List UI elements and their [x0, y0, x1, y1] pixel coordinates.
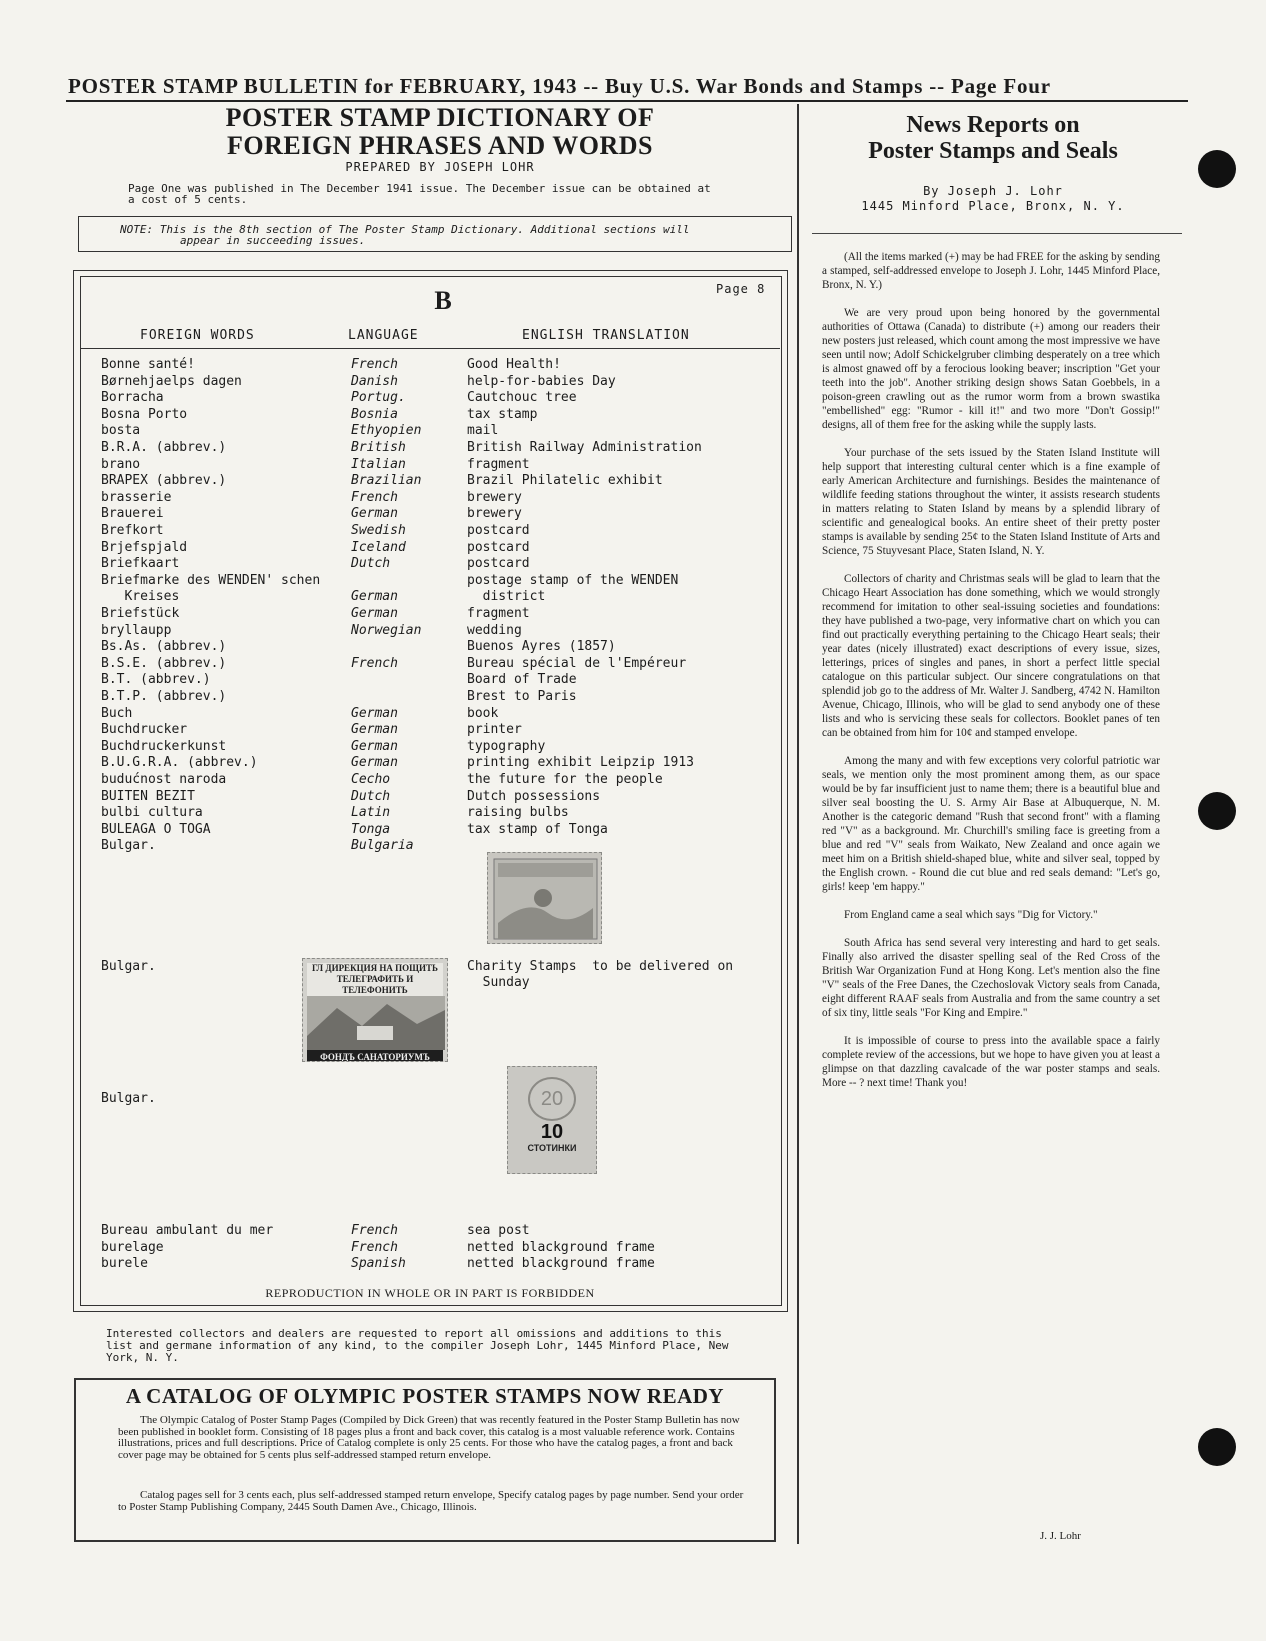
entry-language: Dutch [351, 556, 391, 572]
note-text [120, 224, 780, 246]
entry-language: Brazilian [351, 473, 422, 489]
entry-translation: postcard [467, 556, 530, 572]
entry-word: brano [101, 456, 141, 472]
entry-language: German [351, 589, 398, 605]
note-line2: appear in succeeding issues. [180, 234, 366, 247]
entry-translation: Bureau spécial de l'Empéreur [467, 655, 687, 671]
binder-hole-top [1198, 150, 1236, 188]
entry-language: German [351, 755, 398, 771]
entry-word: B.S.E. (abbrev.) [101, 655, 227, 671]
entry-language: Bulgaria [351, 838, 414, 854]
entry-translation: printing exhibit Leipzip 1913 [467, 755, 694, 771]
entry-translation: Board of Trade [467, 672, 577, 688]
news-author: By Joseph J. Lohr [923, 184, 1063, 198]
entry-word: Bonne santé! [101, 357, 195, 372]
entry-word: Brefkort [101, 523, 164, 538]
report-note: Interested collectors and dealers are requested to report all omissions and additions to this list and germane information of any kind, to the compiler Joseph Lohr, 1445 Minford Place, New York, N. Y. [106, 1327, 729, 1364]
entry-word: burele [101, 1256, 148, 1271]
entry-translation: wedding [467, 622, 522, 638]
entry-word: B.T. (abbrev.) [101, 672, 211, 688]
stamp-image-2 [302, 958, 448, 1062]
news-paragraph: South Africa has send several very interesting and hard to get seals. Finally also arrived the disaster spelling seal of the Red Cross of the British War Organization Fund at Hong Kong. Let's mention also the fine "V" seals of the Free Danes, the Czechoslovak Victory seals from Canada, eight different RAAF seals from Australia and from the same country a set of six tiny, little seals "For King and Empire." [822, 937, 1160, 1019]
stamp-3-bottom-text: СТОТИНКИ [527, 1143, 577, 1153]
news-body [822, 250, 1160, 1104]
entry-word: Bureau ambulant du mer [101, 1223, 274, 1238]
bulgar2-translation-line2: Sunday [467, 975, 530, 990]
entry-word: Brjefspjald [101, 539, 188, 555]
entry-language: French [351, 489, 398, 505]
entry-word: budućnost naroda [101, 772, 227, 787]
dictionary-byline: PREPARED BY JOSEPH LOHR [345, 160, 535, 174]
entry-translation: district [467, 589, 546, 605]
entry-language: Ethyopien [351, 423, 422, 439]
entry-word: Briefmarke des WENDEN' schen [101, 572, 321, 588]
entry-word: bosta [101, 423, 141, 439]
page-number: Page 8 [716, 282, 766, 296]
entry-translation: fragment [467, 456, 530, 472]
stamp-2-illustration [307, 996, 445, 1050]
note-line1: NOTE: This is the 8th section of The Poster Stamp Dictionary. Additional sections will [120, 223, 690, 236]
news-rule [812, 233, 1182, 234]
col-header-words: FOREIGN WORDS [140, 328, 255, 343]
column-divider [797, 104, 799, 1544]
news-paragraph: From England came a seal which says "Dig for Victory." [844, 909, 1098, 921]
entry-language: Latin [351, 805, 391, 821]
news-paragraph: (All the items marked (+) may be had FREE for the asking by sending a stamped, self-addressed envelope to Joseph J. Lohr, 1445 Minford Place, Bronx, N. Y.) [822, 251, 1160, 291]
entry-word: Bs.As. (abbrev.) [101, 639, 227, 655]
entry-word: Borracha [101, 390, 164, 406]
entry-language: French [351, 1239, 398, 1255]
entry-language: Norwegian [351, 622, 422, 638]
entry-language: British [351, 440, 406, 455]
entry-word: Buchdrucker [101, 722, 188, 738]
entry-language: Portug. [351, 390, 406, 406]
news-address: 1445 Minford Place, Bronx, N. Y. [861, 199, 1125, 213]
entry-translation: British Railway Administration [467, 440, 702, 455]
stamp-2-top-line2: ТЕЛЕГРАФИТЬ И ТЕЛЕФОНИТЬ [336, 974, 414, 995]
dictionary-title-line2: FOREIGN PHRASES AND WORDS [227, 131, 653, 160]
masthead-rule [66, 100, 1188, 102]
section-letter: B [434, 286, 452, 315]
catalog-title: A CATALOG OF OLYMPIC POSTER STAMPS NOW READY [125, 1384, 725, 1408]
entry-word: Bulgar. [101, 838, 156, 854]
entry-translation: fragment [467, 606, 530, 621]
news-title-line2: Poster Stamps and Seals [868, 138, 1118, 164]
entry-word: bryllaupp [101, 622, 172, 638]
entry-word: B.U.G.R.A. (abbrev.) [101, 755, 258, 771]
news-title-line1: News Reports on [906, 112, 1080, 138]
entry-language: French [351, 357, 398, 372]
entry-translation: Dutch possessions [467, 788, 601, 804]
entry-language: Dutch [351, 788, 391, 804]
stamp-3-numeral: 20 [528, 1077, 576, 1121]
entry-language: French [351, 1223, 398, 1238]
news-paragraph: It is impossible of course to press into the available space a fairly complete review of the accessions, but we hope to have given you at least a glimpse on that dazzling cavalcade of the war poster stamps and seals. More -- ? next time! Thank you! [822, 1035, 1160, 1089]
entry-language: German [351, 738, 398, 754]
entry-word: brasserie [101, 489, 172, 505]
entry-word: Buch [101, 705, 133, 721]
entry-translation: brewery [467, 506, 522, 522]
news-paragraph: Your purchase of the sets issued by the Staten Island Institute will help support that interesting cultural center which is a fine example of early American Architecture and furnishings. Besides the maintenance of wildlife feeding stations throughout the winter, it assists research students in matters relating to Staten Island by means by a splendid library of scientific and genealogical books. An entire sheet of their pretty poster stamps is available by sending 25¢ to the Staten Island Institute of Arts and Science, 75 Stuyvesant Place, Staten Island, N. Y. [822, 447, 1160, 557]
entry-language: Italian [351, 456, 406, 472]
news-title [808, 112, 1178, 164]
entry-word: Briefkaart [101, 556, 180, 572]
entry-translation: the future for the people [467, 772, 663, 787]
entry-word: Bosna Porto [101, 406, 188, 422]
stamp-2-bottom-text: ФОНДЪ САНАТОРИУМЪ [307, 1050, 443, 1062]
masthead: POSTER STAMP BULLETIN for FEBRUARY, 1943 -- Buy U.S. War Bonds and Stamps -- Page Four [68, 74, 1051, 98]
header-rule [80, 348, 780, 349]
entry-language: Danish [351, 373, 398, 389]
entry-word: Buchdruckerkunst [101, 738, 227, 754]
dictionary-title-line1: POSTER STAMP DICTIONARY OF [225, 103, 655, 132]
entry-word: Børnehjaelps dagen [101, 373, 242, 389]
entry-language: Iceland [351, 539, 406, 555]
bulgar2-translation-line1: Charity Stamps to be delivered on [467, 959, 734, 974]
entry-translation: typography [467, 738, 546, 754]
dictionary-intro-line2: a cost of 5 cents. [128, 193, 248, 206]
dictionary-title [160, 104, 720, 160]
entry-translation: sea post [467, 1223, 530, 1238]
bulgar2-word: Bulgar. [101, 959, 156, 974]
stamp-3-value: 10 [540, 1121, 564, 1143]
entry-language: German [351, 705, 398, 721]
stamp-1-illustration [488, 853, 602, 944]
entry-translation: Brest to Paris [467, 689, 577, 704]
news-paragraph: We are very proud upon being honored by the governmental authorities of Ottawa (Canada) to distribute (+) among our readers their new posters just released, which count among the most impressive we have seen until now; Adolf Schickelgruber climbing desperately on a tree which is almost gnawed off by a ferocious looking beaver; inscription "Get your teeth into the job". Another striking design shows Satan Goebbels, in a poison-green crawling out as the rumor worm from a brown swastika "embellished" egg: "Rumor - kill it!" and two more "Don't Gossip!" designs, all of them free for the asking while the supply lasts. [822, 307, 1160, 431]
dictionary-intro-line1: Page One was published in The December 1941 issue. The December issue can be obtained at [128, 182, 711, 195]
stamp-2-top-text [307, 963, 443, 996]
entry-language: Swedish [351, 523, 406, 538]
entry-word: BRAPEX (abbrev.) [101, 473, 227, 489]
entry-translation: postage stamp of the WENDEN [467, 572, 679, 588]
entry-word: Brauerei [101, 506, 164, 522]
catalog-paragraph-1: The Olympic Catalog of Poster Stamp Pages (Compiled by Dick Green) that was recently featured in the Poster Stamp Bulletin has now been published in booklet form. Consisting of 18 pages plus a front and back cover, this catalog is a most valuable reference work. Contains illustrations, prices and full descriptions. Price of Catalog complete is only 25 cents. For those who have the catalog pages, a front and back cover page may be obtained for 5 cents plus self-addressed stamped return envelope. [118, 1414, 740, 1461]
entry-translation: tax stamp of Tonga [467, 821, 608, 837]
entry-translation: mail [467, 423, 499, 439]
entry-word: B.T.P. (abbrev.) [101, 689, 227, 704]
entry-word: B.R.A. (abbrev.) [101, 440, 227, 455]
entry-translation: Brazil Philatelic exhibit [467, 473, 663, 489]
binder-hole-bottom [1198, 1428, 1236, 1466]
entry-word: BUITEN BEZIT [101, 788, 195, 804]
entry-language: Cecho [351, 772, 391, 787]
entry-language: French [351, 655, 398, 671]
entry-word: Kreises [101, 589, 180, 605]
entry-translation: tax stamp [467, 406, 538, 422]
col-header-language: LANGUAGE [348, 328, 419, 343]
entry-language: Tonga [351, 821, 391, 837]
entry-language: Spanish [351, 1256, 406, 1271]
news-byline [808, 184, 1178, 214]
entry-word: BULEAGA O TOGA [101, 821, 211, 837]
dictionary-intro [128, 183, 768, 205]
entry-language: German [351, 722, 398, 738]
entry-translation: raising bulbs [467, 805, 569, 821]
news-paragraph: Collectors of charity and Christmas seals will be glad to learn that the Chicago Heart Association has done something, which we would strongly recommend for imitation to other seal-issuing societies and foundations: they have published a two-page, very informative chart on which you can find out practically everything pertaining to the Chicago Heart seals; their year dates (nicely illustrated) exact descriptions of every issue, sizes, letterings, prices of singles and panes, in short a perfect little special catalogue on this particular subject. Our sincere congratulations on that splendid job go to the address of Mr. Walter J. Sandberg, 4742 N. Hamilton Avenue, Chicago, Illinois, who will be glad to send anybody one of these lists and who is servicing these seals for collectors. Booklet panes of ten can be obtained from him for 10¢ and stamped envelope. [822, 573, 1160, 739]
entry-translation: Buenos Ayres (1857) [467, 639, 616, 655]
stamp-image-3 [507, 1066, 597, 1174]
entry-translation: netted blackground frame [467, 1239, 655, 1255]
entry-translation: book [467, 705, 499, 721]
entry-language: German [351, 506, 398, 522]
entry-translation: netted blackground frame [467, 1256, 655, 1271]
news-signature: J. J. Lohr [1040, 1530, 1081, 1542]
entry-translation: brewery [467, 489, 522, 505]
entry-language: German [351, 606, 398, 621]
entry-word: bulbi cultura [101, 805, 203, 821]
entry-language: Bosnia [351, 406, 398, 422]
reproduction-notice: REPRODUCTION IN WHOLE OR IN PART IS FORBIDDEN [265, 1286, 595, 1300]
entry-word: Briefstück [101, 606, 180, 621]
entry-translation: help-for-babies Day [467, 373, 616, 389]
col-header-translation: ENGLISH TRANSLATION [522, 328, 690, 343]
binder-hole-middle [1198, 792, 1236, 830]
entry-translation: postcard [467, 523, 530, 538]
bulgar3-word: Bulgar. [101, 1091, 156, 1106]
entry-translation: printer [467, 722, 522, 738]
news-paragraph: Among the many and with few exceptions very colorful patriotic war seals, we mention only the most prominent among them, as our space would be by far insufficient just to name them; there is a beautiful blue and silver seal boosting the U. S. Army Air Base at Albuquerque, N. M. Another is the categoric demand "Rush that second front" with a flaming red "V" as a background. Mr. Churchill's smiling face is greeting from a blue and red "V" seals from Waikato, New Zealand and once again we meet him on a British shield-shaped blue, white and silver seal, topped by the English crown. - Round die cut blue and red seals demand: "Let's go, girls! keep 'em happy." [822, 755, 1160, 893]
stamp-image-1 [487, 852, 602, 944]
stamp-2-top-line1: ГЛ ДИРЕКЦИЯ НА ПОЩИТЬ [312, 963, 438, 973]
entry-translation: Cautchouc tree [467, 390, 577, 406]
catalog-paragraph-2: Catalog pages sell for 3 cents each, plus self-addressed stamped return envelope, Specify catalog pages by page number. Send your order to Poster Stamp Publishing Company, 2445 South Damen Ave., Chicago, Illinois. [118, 1489, 744, 1513]
entry-word: burelage [101, 1239, 164, 1255]
entry-translation: postcard [467, 539, 530, 555]
entry-translation: Good Health! [467, 357, 561, 372]
